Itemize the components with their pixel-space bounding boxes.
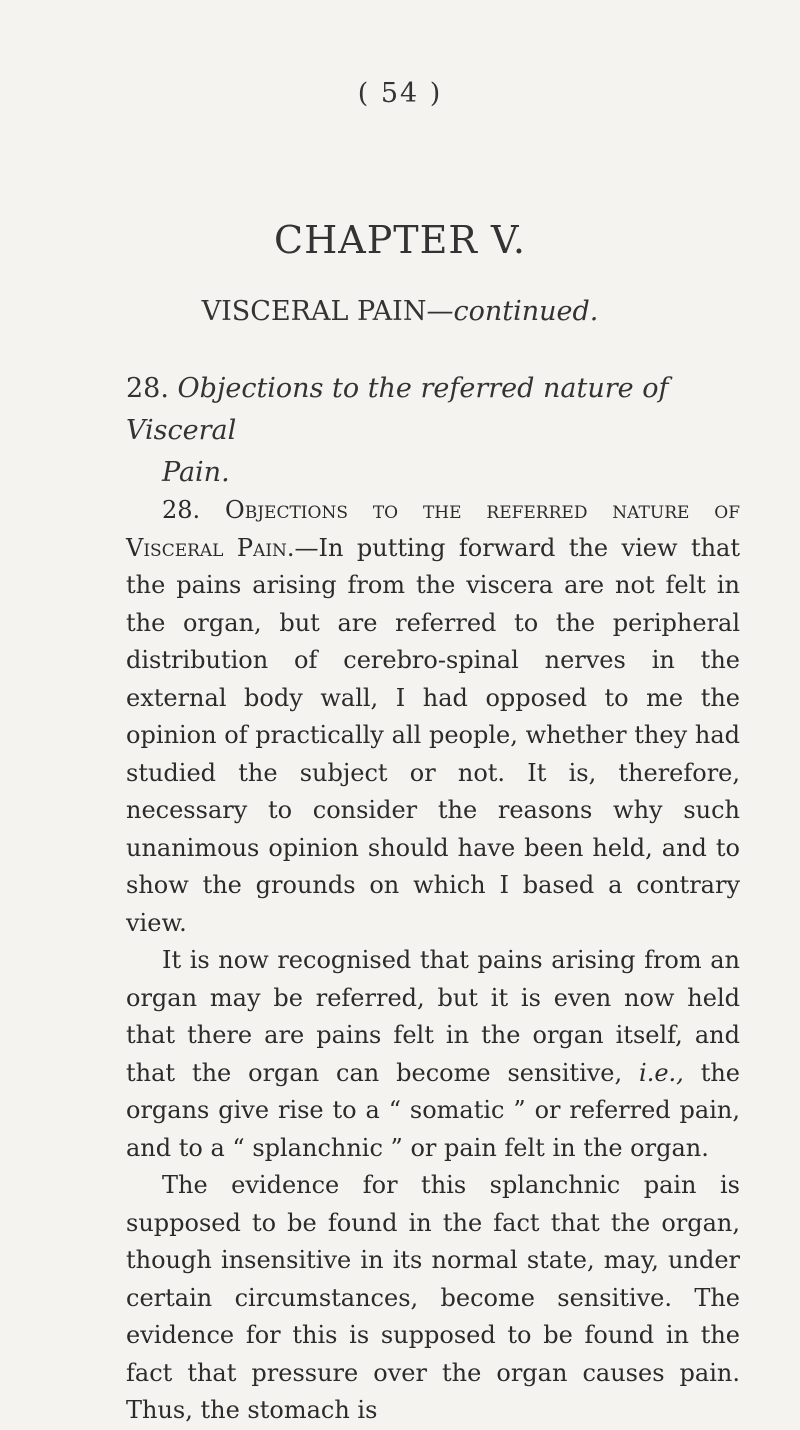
- section-heading: [126, 368, 726, 494]
- chapter-title: CHAPTER V.: [274, 218, 526, 262]
- page-number: ( 54 ): [357, 78, 443, 109]
- section-title-line1: Objections to the referred nature of Visceral: [126, 373, 669, 446]
- section-title-line2: Pain.: [162, 457, 230, 488]
- chapter-subtitle: [0, 296, 800, 327]
- paragraph-1-heading: Objections to the referred nature of Visceral Pain.: [126, 496, 740, 562]
- paragraph-2: [126, 942, 740, 1167]
- paragraph-1: [126, 492, 740, 942]
- paragraph-2-text-a: It is now recognised that pains arising from an organ may be referred, but it is even now held that there are pains felt in the organ itself, and that the organ can become sensitive,: [126, 946, 740, 1087]
- paragraph-1-text: —In putting forward the view that the pains arising from the viscera are not felt in the organ, but are referred to the peripheral distribution of cerebro-spinal nerves in the external body wall, I had opposed to me the opinion of practically all people, whether they had studied the subject or not. It is, therefore, necessary to consider the reasons why such unanimous opinion should have been held, and to show the grounds on which I based a contrary view.: [126, 533, 740, 937]
- paragraph-2-ie: i.e.,: [639, 1058, 684, 1087]
- body-text: [126, 492, 740, 1430]
- subtitle-main: VISCERAL PAIN: [201, 296, 427, 327]
- section-heading-line1: [126, 368, 726, 452]
- paragraph-3: The evidence for this splanchnic pain is supposed to be found in the fact that the organ, though insensitive in its normal state, may, under certain circumstances, become sensitive. The evidence for this is supposed to be found in the fact that pressure over the organ causes pain. Thus, the stomach is: [126, 1171, 740, 1424]
- subtitle-continued: —continued.: [426, 296, 599, 327]
- paragraph-2-text-b: the organs give rise to a “ somatic ” or referred pain, and to a “ splanchnic ” or pain felt in the organ.: [126, 1058, 740, 1162]
- section-number: 28.: [126, 373, 169, 404]
- paragraph-1-number: 28.: [162, 496, 201, 524]
